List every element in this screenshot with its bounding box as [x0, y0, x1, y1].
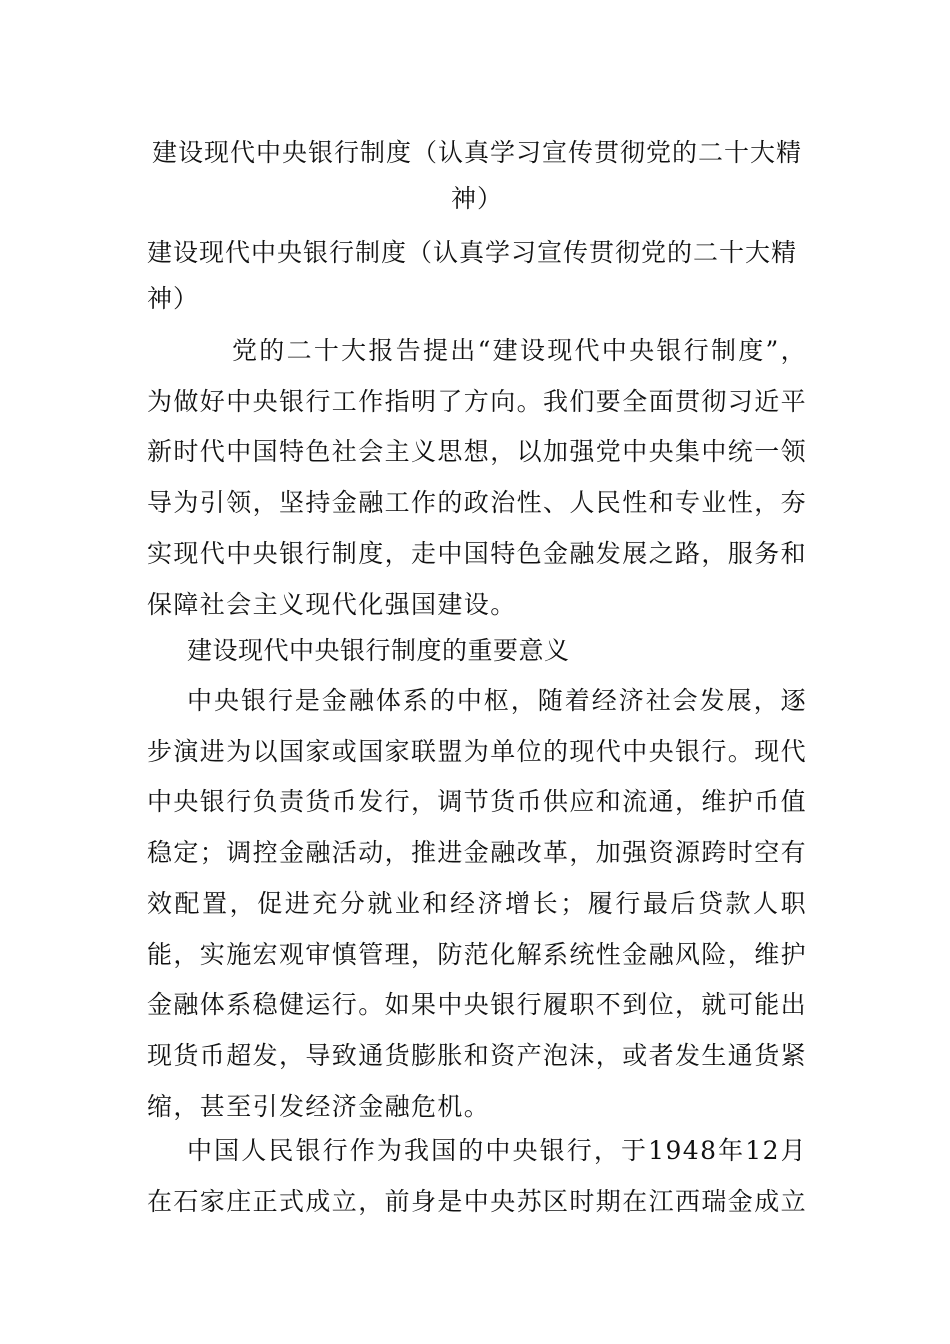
paragraph-intro: 党的二十大报告提出“建设现代中央银行制度”，为做好中央银行工作指明了方向。我们要全面贯彻习近平新时代中国特色社会主义思想，以加强党中央集中统一领导为引领，坚持金融工作的政治性、人民性和专业性，夯实现代中央银行制度，走中国特色金融发展之路，服务和保障社会主义现代化强国建设。 — [147, 336, 808, 619]
section-heading: 建设现代中央银行制度的重要意义 — [187, 636, 570, 665]
document-subtitle: 建设现代中央银行制度（认真学习宣传贯彻党的二十大精神） — [147, 238, 798, 313]
document-title: 建设现代中央银行制度（认真学习宣传贯彻党的二十大精神） — [151, 138, 802, 213]
paragraph-significance: 中央银行是金融体系的中枢，随着经济社会发展，逐步演进为以国家或国家联盟为单位的现代中央银行。现代中央银行负责货币发行，调节货币供应和流通，维护币值稳定；调控金融活动，推进金融改革，加强资源跨时空有效配置，促进充分就业和经济增长；履行最后贷款人职能，实施宏观审慎管理，防范化解系统性金融风险，维护金融体系稳健运行。如果中央银行履职不到位，就可能出现货币超发，导致通货膨胀和资产泡沫，或者发生通货紧缩，甚至引发经济金融危机。 — [147, 686, 808, 1121]
paragraph-pboc: 中国人民银行作为我国的中央银行，于1948年12月在石家庄正式成立，前身是中央苏区时期在江西瑞金成立 — [147, 1136, 808, 1216]
